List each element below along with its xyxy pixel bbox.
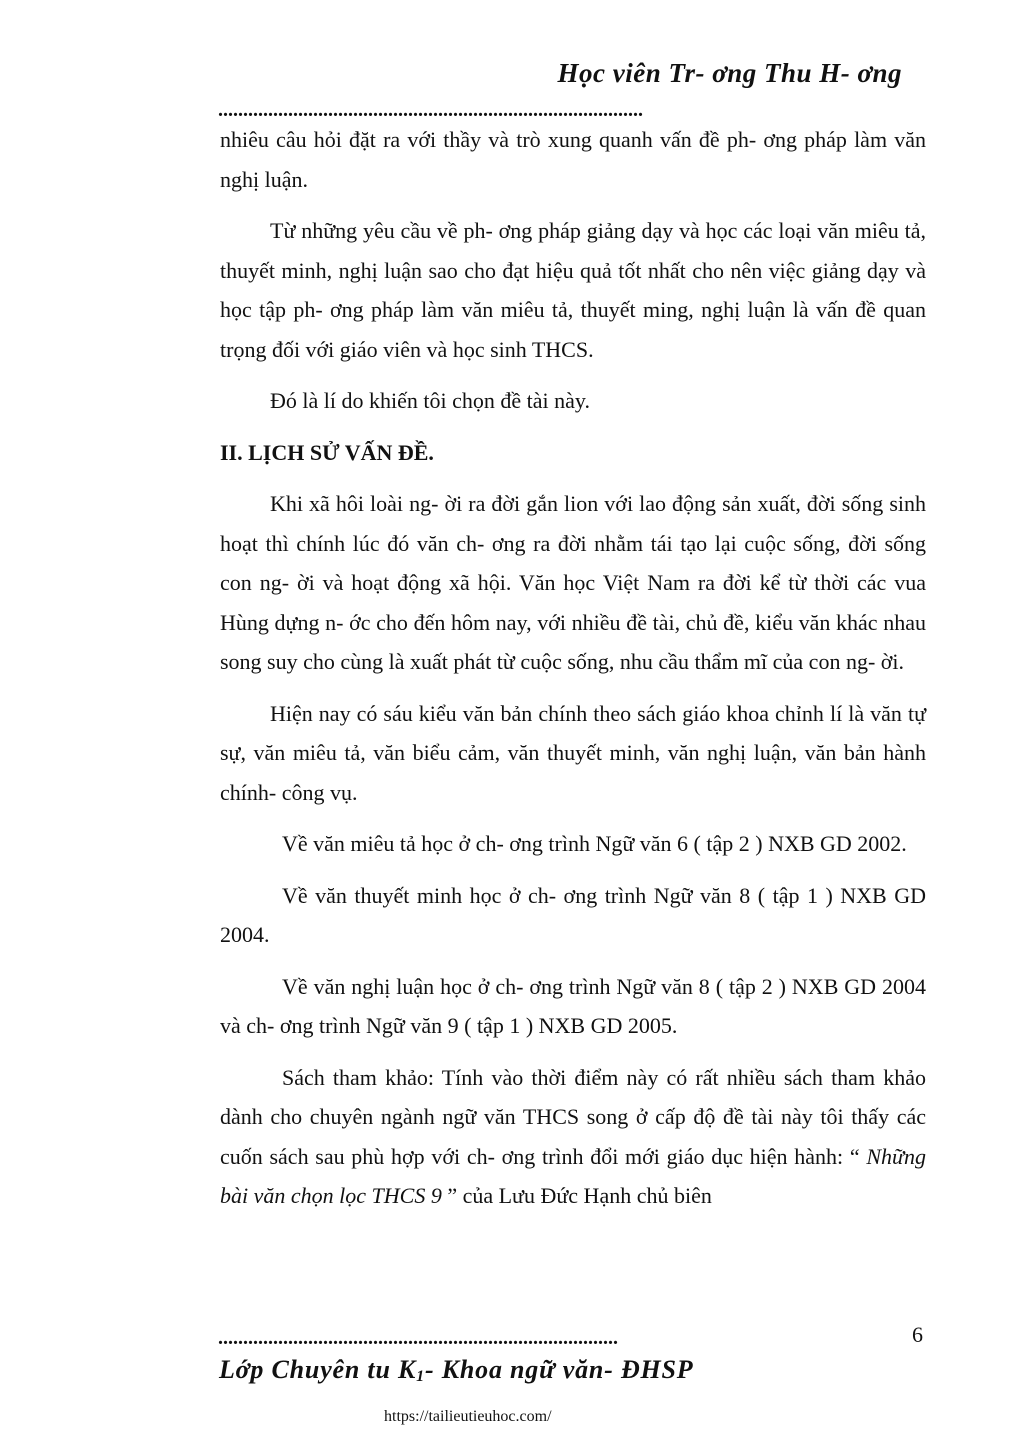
paragraph-5: Hiện nay có sáu kiểu văn bản chính theo sách giáo khoa chỉnh lí là văn tự sự, văn miêu tả, văn biểu cảm, văn thuyết minh, văn nghị luận, văn bản hành chính- công vụ. [220,700,926,805]
paragraph-9-end: ” của Lưu Đức Hạnh chủ biên [441,1183,712,1208]
paragraph-9 [220,1058,926,1216]
paragraph-7: Về văn thuyết minh học ở ch- ơng trình Ngữ văn 8 ( tập 1 ) NXB GD 2004. [220,882,926,947]
footer-class [219,1355,693,1386]
header-divider: ..................................................................................... [218,100,643,120]
paragraph-6: Về văn miêu tả học ở ch- ơng trình Ngữ văn 6 ( tập 2 ) NXB GD 2002. [282,831,907,856]
header-author: Học viên Tr- ơng Thu H- ơng [557,58,902,88]
book-title: Những bài văn chọn lọc THCS 9 [220,1143,926,1208]
paragraph-3: Đó là lí do khiến tôi chọn đề tài này. [270,388,590,413]
body-text [220,120,926,1216]
footer-divider: ................................................................................ [218,1328,618,1348]
footer-class-prefix: Lớp Chuyên tu K [219,1355,417,1384]
source-url: https://tailieutieuhoc.com/ [384,1408,552,1425]
section-heading: II. LỊCH SỬ VẤN ĐỀ. [220,439,434,465]
paragraph-1: nhiêu câu hỏi đặt ra với thầy và trò xung quanh vấn đề ph- ơng pháp làm văn nghị luận. [220,127,926,192]
paragraph-8: Về văn nghị luận học ở ch- ơng trình Ngữ văn 8 ( tập 2 ) NXB GD 2004 và ch- ơng trình Ngữ văn 9 ( tập 1 ) NXB GD 2005. [220,973,926,1038]
page-number: 6 [912,1322,923,1347]
footer-class-suffix: - Khoa ngữ văn- ĐHSP [424,1355,694,1384]
footer-class-subscript: 1 [416,1368,425,1385]
paragraph-9-start: Sách tham khảo: Tính vào thời điểm này có rất nhiều sách tham khảo dành cho chuyên ngành ngữ văn THCS song ở cấp độ đề tài này tôi thấy các cuốn sách sau phù hợp với ch- ơng trình đổi mới giáo dục hiện hành: “ [220,1064,926,1169]
paragraph-4: Khi xã hôi loài ng- ời ra đời gắn lion với lao động sản xuất, đời sống sinh hoạt thì chính lúc đó văn ch- ơng ra đời nhằm tái tạo lại cuộc sống, đời sống con ng- ời và hoạt động xã hội. Văn học Việt Nam ra đời kể từ thời các vua Hùng dựng n- ớc cho đến hôm nay, với nhiều đề tài, chủ đề, kiểu văn khác nhau song suy cho cùng là xuất phát từ cuộc sống, nhu cầu thẩm mĩ của con ng- ời. [220,491,926,674]
paragraph-2: Từ những yêu cầu về ph- ơng pháp giảng dạy và học các loại văn miêu tả, thuyết minh, nghị luận sao cho đạt hiệu quả tốt nhất cho nên việc giảng dạy và học tập ph- ơng pháp làm văn miêu tả, thuyết ming, nghị luận là vấn đề quan trọng đối với giáo viên và học sinh THCS. [220,218,926,362]
